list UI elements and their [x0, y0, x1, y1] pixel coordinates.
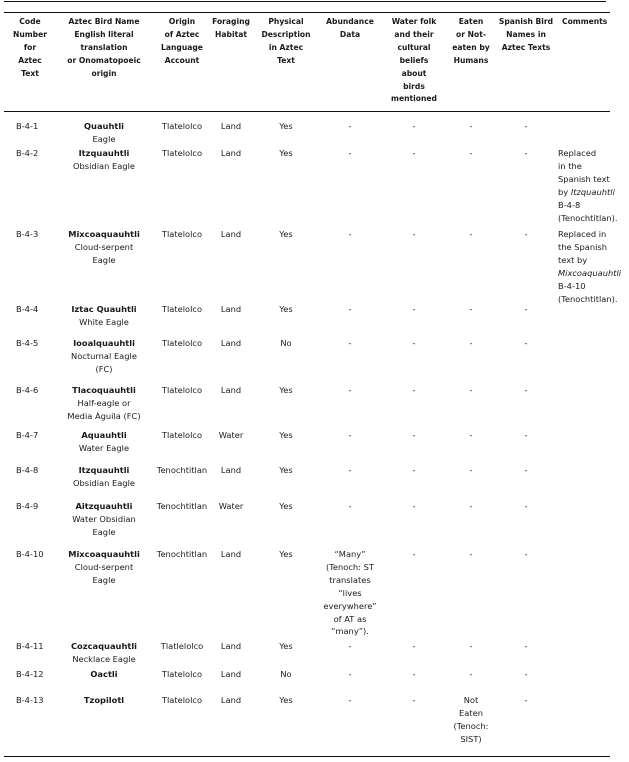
physical-cell: Yes: [279, 501, 293, 511]
header-line: Names in: [506, 29, 546, 39]
code-cell: B-4-13: [16, 695, 44, 705]
waterfolk-cell: -: [412, 304, 416, 314]
header-line: Humans: [453, 55, 489, 65]
header-line: Comments: [562, 17, 608, 26]
eaten-line: (Tenoch:: [453, 720, 489, 731]
header-line: Text: [21, 68, 39, 78]
bird-name-cell: [52, 337, 156, 376]
italic-bird-name: Mixcoaquauhtli: [558, 267, 622, 278]
code-cell: B-4-7: [16, 430, 39, 440]
english-translation: Eagle: [92, 133, 116, 144]
eaten-cell: [444, 694, 498, 746]
eaten-line: -: [469, 641, 473, 651]
eaten-cell: [444, 640, 498, 653]
eaten-cell: [444, 668, 498, 681]
habitat-cell: Land: [220, 465, 242, 475]
header-line: eaten by: [452, 42, 490, 52]
waterfolk-cell: -: [412, 430, 416, 440]
english-translation: Obsidian Eagle: [73, 160, 135, 171]
spanish-name-cell: -: [524, 430, 528, 440]
code-cell: B-4-9: [16, 501, 39, 511]
header-line: Physical: [268, 17, 304, 26]
waterfolk-cell: -: [412, 148, 416, 158]
waterfolk-cell: -: [412, 338, 416, 348]
bird-name-cell: [52, 500, 156, 539]
waterfolk-cell: -: [412, 641, 416, 651]
header-comments: [562, 16, 629, 29]
english-translation: White Eagle: [79, 316, 129, 327]
table-bottom-rule-right: [300, 756, 610, 757]
english-translation: Obsidian Eagle: [73, 477, 135, 488]
eaten-line: -: [469, 669, 473, 679]
abundance-cell: [318, 500, 382, 513]
aztec-name: Iooalquauhtli: [73, 338, 135, 348]
comment-line: the Spanish: [558, 241, 608, 252]
abundance-line: (Tenoch: ST: [326, 561, 374, 572]
english-translation: Half-eagle or: [77, 397, 131, 408]
habitat-cell: Land: [220, 669, 242, 679]
code-cell: B-4-1: [16, 121, 39, 131]
spanish-name-cell: -: [524, 148, 528, 158]
code-cell: B-4-10: [16, 549, 44, 559]
header-physical: [258, 16, 314, 68]
bird-name-cell: [52, 694, 156, 707]
top-rule: [4, 1, 606, 2]
habitat-cell: Land: [220, 229, 242, 239]
origin-cell: Tenochtitlan: [156, 501, 208, 511]
spanish-name-cell: -: [524, 695, 528, 705]
comment-line: Replaced in: [558, 229, 607, 239]
origin-cell: Tlatelolco: [161, 304, 203, 314]
comment-line: Replaced: [558, 148, 597, 158]
abundance-line: -: [348, 385, 352, 395]
header-line: and their: [394, 29, 434, 39]
bird-name-cell: [52, 464, 156, 490]
comment-line: (Tenochtitlan).: [558, 212, 618, 223]
physical-cell: Yes: [279, 465, 293, 475]
aztec-name: Tlacoquauhtli: [72, 385, 136, 395]
code-cell: B-4-2: [16, 148, 39, 158]
header-line: or Onomatopoeic: [67, 55, 141, 65]
bird-name-cell: [52, 548, 156, 587]
origin-cell: Tenochtitlan: [156, 465, 208, 475]
habitat-cell: Land: [220, 148, 242, 158]
aztec-name: Itzquauhtli: [78, 465, 130, 475]
header-line: of Aztec: [164, 29, 200, 39]
abundance-cell: [318, 303, 382, 316]
aztec-name: Itzquauhtli: [78, 148, 130, 158]
origin-cell: Tlatelolco: [161, 430, 203, 440]
abundance-line: -: [348, 501, 352, 511]
abundance-cell: [318, 668, 382, 681]
header-line: Language: [161, 42, 203, 52]
waterfolk-cell: -: [412, 229, 416, 239]
code-cell: B-4-12: [16, 669, 44, 679]
spanish-name-cell: -: [524, 338, 528, 348]
header-line: Foraging: [212, 17, 250, 26]
bird-name-cell: [52, 384, 156, 423]
origin-cell: Tlatelolco: [161, 121, 203, 131]
eaten-line: -: [469, 549, 473, 559]
origin-cell: Tenochtitlan: [156, 549, 208, 559]
physical-cell: Yes: [279, 304, 293, 314]
abundance-line: “Many”: [334, 549, 366, 559]
header-line: Code: [19, 17, 41, 26]
header-line: Aztec: [18, 55, 42, 65]
code-cell: B-4-5: [16, 338, 39, 348]
header-line: Number: [12, 29, 47, 39]
waterfolk-cell: -: [412, 465, 416, 475]
physical-cell: No: [280, 669, 292, 679]
header-spanish: [496, 16, 556, 55]
english-translation: Eagle: [92, 574, 116, 585]
header-line: Habitat: [215, 29, 247, 39]
abundance-line: -: [348, 695, 352, 705]
bird-name-cell: [52, 668, 156, 681]
habitat-cell: Land: [220, 304, 242, 314]
habitat-cell: Water: [218, 501, 244, 511]
eaten-cell: [444, 464, 498, 477]
waterfolk-cell: -: [412, 501, 416, 511]
abundance-cell: [318, 120, 382, 133]
header-line: Account: [164, 55, 200, 65]
comment-line: [558, 267, 628, 280]
header-eaten: [444, 16, 498, 68]
header-line: for: [23, 42, 37, 52]
bird-name-cell: [52, 147, 156, 173]
header-line: Data: [339, 29, 361, 39]
code-cell: B-4-8: [16, 465, 39, 475]
waterfolk-cell: -: [412, 695, 416, 705]
eaten-line: SIST): [460, 733, 482, 744]
header-name: [52, 16, 156, 81]
eaten-line: -: [469, 121, 473, 131]
physical-cell: No: [280, 338, 292, 348]
english-translation: Eagle: [92, 526, 116, 537]
abundance-cell: [318, 464, 382, 477]
spanish-name-cell: -: [524, 385, 528, 395]
spanish-name-cell: -: [524, 304, 528, 314]
eaten-line: -: [469, 430, 473, 440]
abundance-line: -: [348, 338, 352, 348]
header-top-rule: [4, 12, 610, 13]
abundance-line: -: [348, 304, 352, 314]
comment-line: text by: [558, 254, 588, 265]
header-line: mentioned: [391, 94, 437, 104]
spanish-name-cell: -: [524, 549, 528, 559]
code-cell: B-4-6: [16, 385, 39, 395]
abundance-line: “many”).: [331, 626, 369, 637]
header-line: translation: [80, 42, 128, 52]
abundance-line: translates: [329, 574, 371, 585]
eaten-line: -: [469, 304, 473, 314]
physical-cell: Yes: [279, 148, 293, 158]
english-translation: Necklace Eagle: [72, 653, 136, 664]
habitat-cell: Land: [220, 338, 242, 348]
spanish-name-cell: -: [524, 641, 528, 651]
abundance-line: -: [348, 229, 352, 239]
aztec-name: Oactli: [90, 669, 118, 679]
header-line: about: [401, 68, 427, 78]
header-line: Abundance: [326, 17, 374, 26]
aztec-name: Quauhtli: [83, 121, 125, 131]
english-translation: Cloud-serpent: [74, 241, 134, 252]
abundance-cell: [318, 384, 382, 397]
aztec-name: Aquauhtli: [81, 430, 127, 440]
code-cell: B-4-4: [16, 304, 39, 314]
aztec-name: Cozcaquauhtli: [70, 641, 138, 651]
header-line: origin: [91, 68, 117, 78]
physical-cell: Yes: [279, 695, 293, 705]
spanish-name-cell: -: [524, 501, 528, 511]
habitat-cell: Water: [218, 430, 244, 440]
header-habitat: [206, 16, 256, 42]
eaten-cell: [444, 429, 498, 442]
code-cell: B-4-11: [16, 641, 44, 651]
comment-line: B-4-10: [558, 280, 586, 291]
header-bottom-rule: [4, 111, 610, 112]
spanish-name-cell: -: [524, 121, 528, 131]
english-translation: Cloud-serpent: [74, 561, 134, 572]
eaten-cell: [444, 228, 498, 241]
comment-line: B-4-8: [558, 199, 581, 210]
comment-line: Spanish text: [558, 173, 610, 184]
eaten-cell: [444, 548, 498, 561]
eaten-line: -: [469, 385, 473, 395]
habitat-cell: Land: [220, 695, 242, 705]
eaten-cell: [444, 384, 498, 397]
aztec-name: Mixcoaquauhtli: [68, 229, 140, 239]
origin-cell: Tlatelolco: [161, 229, 203, 239]
abundance-line: -: [348, 465, 352, 475]
physical-cell: Yes: [279, 549, 293, 559]
abundance-line: -: [348, 669, 352, 679]
header-line: or Not-: [456, 29, 486, 39]
eaten-line: -: [469, 338, 473, 348]
abundance-line: -: [348, 430, 352, 440]
waterfolk-cell: -: [412, 385, 416, 395]
origin-cell: Tlatelolco: [161, 385, 203, 395]
header-line: Spanish Bird: [498, 17, 554, 26]
abundance-line: “lives: [338, 587, 362, 598]
physical-cell: Yes: [279, 121, 293, 131]
eaten-line: -: [469, 148, 473, 158]
comment-line: (Tenochtitlan).: [558, 293, 618, 304]
eaten-line: Not: [463, 695, 479, 705]
bird-name-cell: [52, 640, 156, 666]
bird-name-cell: [52, 120, 156, 146]
eaten-line: Eaten: [459, 707, 483, 718]
english-translation: Water Obsidian: [72, 513, 136, 524]
eaten-cell: [444, 303, 498, 316]
abundance-line: everywhere”: [323, 600, 377, 611]
header-line: Text: [277, 55, 295, 65]
header-line: beliefs: [399, 55, 429, 65]
header-code: [10, 16, 50, 81]
comment-line: in the: [558, 160, 582, 171]
spanish-name-cell: -: [524, 229, 528, 239]
habitat-cell: Land: [220, 641, 242, 651]
header-line: Origin: [168, 17, 196, 26]
aztec-name: Iztac Quauhtli: [71, 304, 137, 314]
comments-cell: [558, 228, 628, 305]
physical-cell: Yes: [279, 641, 293, 651]
bird-name-cell: [52, 429, 156, 455]
comment-line: by Itzquauhtli: [558, 186, 615, 197]
waterfolk-cell: -: [412, 121, 416, 131]
english-translation: Nocturnal Eagle: [71, 350, 137, 361]
origin-cell: Tlatelolco: [161, 338, 203, 348]
english-translation: Eagle: [92, 254, 116, 265]
origin-cell: Tlatelolco: [161, 148, 203, 158]
code-cell: B-4-3: [16, 229, 39, 239]
bird-name-cell: [52, 228, 156, 267]
eaten-line: -: [469, 229, 473, 239]
header-waterfolk: [384, 16, 444, 106]
header-line: Aztec Texts: [501, 42, 551, 52]
eaten-cell: [444, 120, 498, 133]
aztec-name: Aitzquauhtli: [75, 501, 133, 511]
header-line: cultural: [397, 42, 431, 52]
header-abundance: [318, 16, 382, 42]
physical-cell: Yes: [279, 229, 293, 239]
eaten-line: -: [469, 501, 473, 511]
header-line: English literal: [74, 29, 134, 39]
comments-cell: [558, 147, 628, 224]
waterfolk-cell: -: [412, 549, 416, 559]
header-line: Description: [261, 29, 311, 39]
header-line: Water folk: [391, 17, 437, 26]
bird-name-cell: [52, 303, 156, 329]
header-line: Eaten: [458, 17, 484, 26]
header-line: Aztec Bird Name: [68, 17, 140, 26]
waterfolk-cell: -: [412, 669, 416, 679]
physical-cell: Yes: [279, 385, 293, 395]
header-line: in Aztec: [268, 42, 304, 52]
origin-cell: Tlatelolco: [161, 669, 203, 679]
origin-cell: Tlatelolco: [161, 695, 203, 705]
header-line: birds: [403, 81, 425, 91]
abundance-cell: [318, 429, 382, 442]
english-translation: (FC): [95, 363, 113, 374]
english-translation: Water Eagle: [78, 442, 130, 453]
abundance-line: of AT as: [333, 613, 367, 624]
abundance-cell: [318, 548, 382, 638]
habitat-cell: Land: [220, 121, 242, 131]
aztec-name: Mixcoaquauhtli: [68, 549, 140, 559]
eaten-cell: [444, 500, 498, 513]
aztec-name: Tzopilotl: [83, 695, 125, 705]
abundance-line: -: [348, 641, 352, 651]
eaten-line: -: [469, 465, 473, 475]
eaten-cell: [444, 337, 498, 350]
english-translation: Media Águila (FC): [67, 410, 141, 421]
abundance-line: -: [348, 148, 352, 158]
eaten-cell: [444, 147, 498, 160]
spanish-name-cell: -: [524, 669, 528, 679]
italic-bird-name: Itzquauhtli: [570, 186, 615, 197]
header-origin: [150, 16, 214, 68]
spanish-name-cell: -: [524, 465, 528, 475]
abundance-line: -: [348, 121, 352, 131]
abundance-cell: [318, 640, 382, 653]
abundance-cell: [318, 147, 382, 160]
origin-cell: Tlatlelolco: [160, 641, 204, 651]
abundance-cell: [318, 337, 382, 350]
habitat-cell: Land: [220, 385, 242, 395]
habitat-cell: Land: [220, 549, 242, 559]
abundance-cell: [318, 694, 382, 707]
table-bottom-rule: [4, 756, 320, 757]
physical-cell: Yes: [279, 430, 293, 440]
abundance-cell: [318, 228, 382, 241]
